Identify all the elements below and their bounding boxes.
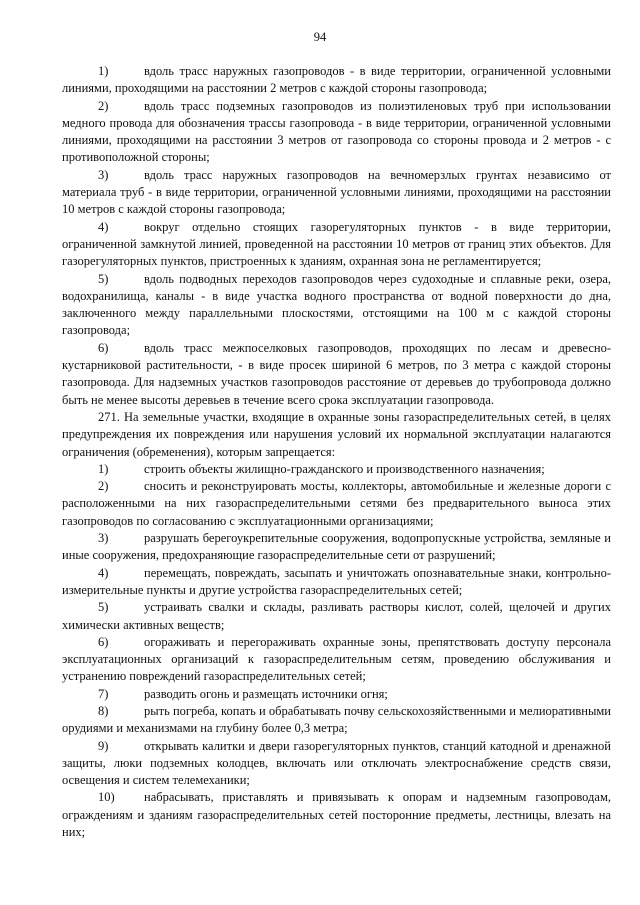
clause-paragraph: 271. На земельные участки, входящие в охранные зоны газораспределительных сетей, в целях предупреждения их повреждения или нарушения условий их нормальной эксплуатации налагаются ограничения (обременения), которым запрещается: (62, 409, 611, 459)
page-number: 94 (313, 30, 327, 44)
restriction-text: строить объекты жилищно-гражданского и производственного назначения; (144, 461, 545, 476)
list-item-text: вдоль трасс наружных газопроводов на вечномерзлых грунтах независимо от материала труб - в виде территории, ограниченной условными линиями, проходящими на расстоянии 10 метров с каждой стороны газопровода; (62, 167, 611, 217)
restriction-number: 1) (98, 461, 109, 476)
restriction-text: сносить и реконструировать мосты, коллекторы, автомобильные и железные дороги с расположенными на них газораспределительными сетями без предварительного выноса этих газопроводов по согласованию с эксплуатационными организациями; (62, 479, 611, 528)
restriction-text: перемещать, повреждать, засыпать и уничтожать опознавательные знаки, контрольно-измерительные пункты и другие устройства газораспределительных сетей; (62, 565, 611, 597)
restriction-text: устраивать свалки и склады, разливать растворы кислот, солей, щелочей и других химически активных веществ; (62, 600, 611, 632)
list-item-text: вдоль трасс подземных газопроводов из полиэтиленовых труб при использовании медного провода для обозначения трассы газопровода - в виде территории, ограниченной условными линиями, проходящими на расстоянии 3 метров от газопровода со стороны провода и 2 метров - с противоположной стороны; (62, 98, 611, 165)
restriction-number: 7) (98, 686, 109, 701)
restriction-text: огораживать и перегораживать охранные зоны, препятствовать доступу персонала эксплуатационных организаций к газораспределительным сетям, проведению обслуживания и устранению повреждений газораспределительных сетей; (62, 634, 611, 684)
list-item-number: 5) (98, 271, 109, 286)
list-item-number: 6) (98, 340, 109, 355)
list-item (62, 340, 611, 409)
restriction-item (62, 634, 611, 686)
list-item-number: 3) (98, 167, 109, 182)
restriction-item (62, 738, 611, 790)
restriction-number: 6) (98, 634, 109, 649)
restriction-number: 5) (98, 600, 109, 615)
restriction-number: 9) (98, 738, 109, 753)
restriction-number: 8) (98, 703, 109, 718)
list-item (62, 167, 611, 219)
restriction-item (62, 565, 611, 600)
restriction-number: 3) (98, 531, 109, 546)
restriction-text: разводить огонь и размещать источники огня; (144, 686, 388, 701)
list-item (62, 63, 611, 98)
restriction-item (62, 530, 611, 565)
restriction-item (62, 789, 611, 841)
list-item (62, 219, 611, 271)
restriction-text: разрушать берегоукрепительные сооружения, водопропускные устройства, земляные и иные сооружения, предохраняющие газораспределительные сети от разрушений; (62, 531, 611, 563)
restriction-item (62, 461, 611, 478)
restriction-number: 10) (98, 790, 115, 805)
restriction-item (62, 686, 611, 703)
restriction-item (62, 703, 611, 738)
list-item (62, 271, 611, 340)
list-item-text: вокруг отдельно стоящих газорегуляторных пунктов - в виде территории, ограниченной замкнутой линией, проведенной на расстоянии 10 метров от границ этих объектов. Для газорегуляторных пунктов, пристроенных к зданиям, охранная зона не регламентируется; (62, 219, 611, 269)
restriction-number: 2) (98, 479, 109, 494)
restriction-item (62, 478, 611, 530)
list-item-text: вдоль трасс наружных газопроводов - в виде территории, ограниченной условными линиями, проходящими на расстоянии 2 метров с каждой стороны газопровода; (62, 64, 611, 96)
list-item-text: вдоль трасс межпоселковых газопроводов, проходящих по лесам и древесно-кустарниковой растительности, - в виде просек шириной 6 метров, по 3 метра с каждой стороны газопровода. Для надземных участков газопроводов расстояние от деревьев до трубопровода должно быть не менее высоты деревьев в течение всего срока эксплуатации газопровода. (62, 340, 611, 407)
restriction-text: открывать калитки и двери газорегуляторных пунктов, станций катодной и дренажной защиты, люки подземных колодцев, включать или отключать электроснабжение средств связи, освещения и систем телемеханики; (62, 738, 611, 788)
restriction-text: рыть погреба, копать и обрабатывать почву сельскохозяйственными и мелиоративными орудиями и механизмами на глубину более 0,3 метра; (62, 703, 611, 736)
document-body (62, 63, 611, 841)
list-item-number: 4) (98, 219, 109, 234)
restriction-number: 4) (98, 565, 109, 580)
list-item (62, 98, 611, 167)
list-item-text: вдоль подводных переходов газопроводов через судоходные и сплавные реки, озера, водохранилища, каналы - в виде участка водного пространства от водной поверхности до дна, заключенного между параллельными плоскостями, отстоящими на 100 м с каждой стороны газопровода; (62, 271, 611, 338)
list-item-number: 2) (98, 98, 109, 113)
list-item-number: 1) (98, 64, 109, 78)
restriction-item (62, 599, 611, 634)
restriction-text: набрасывать, приставлять и привязывать к опорам и надземным газопроводам, ограждениям и зданиям газораспределительных сетей посторонние предметы, лестницы, влезать на них; (62, 790, 611, 840)
